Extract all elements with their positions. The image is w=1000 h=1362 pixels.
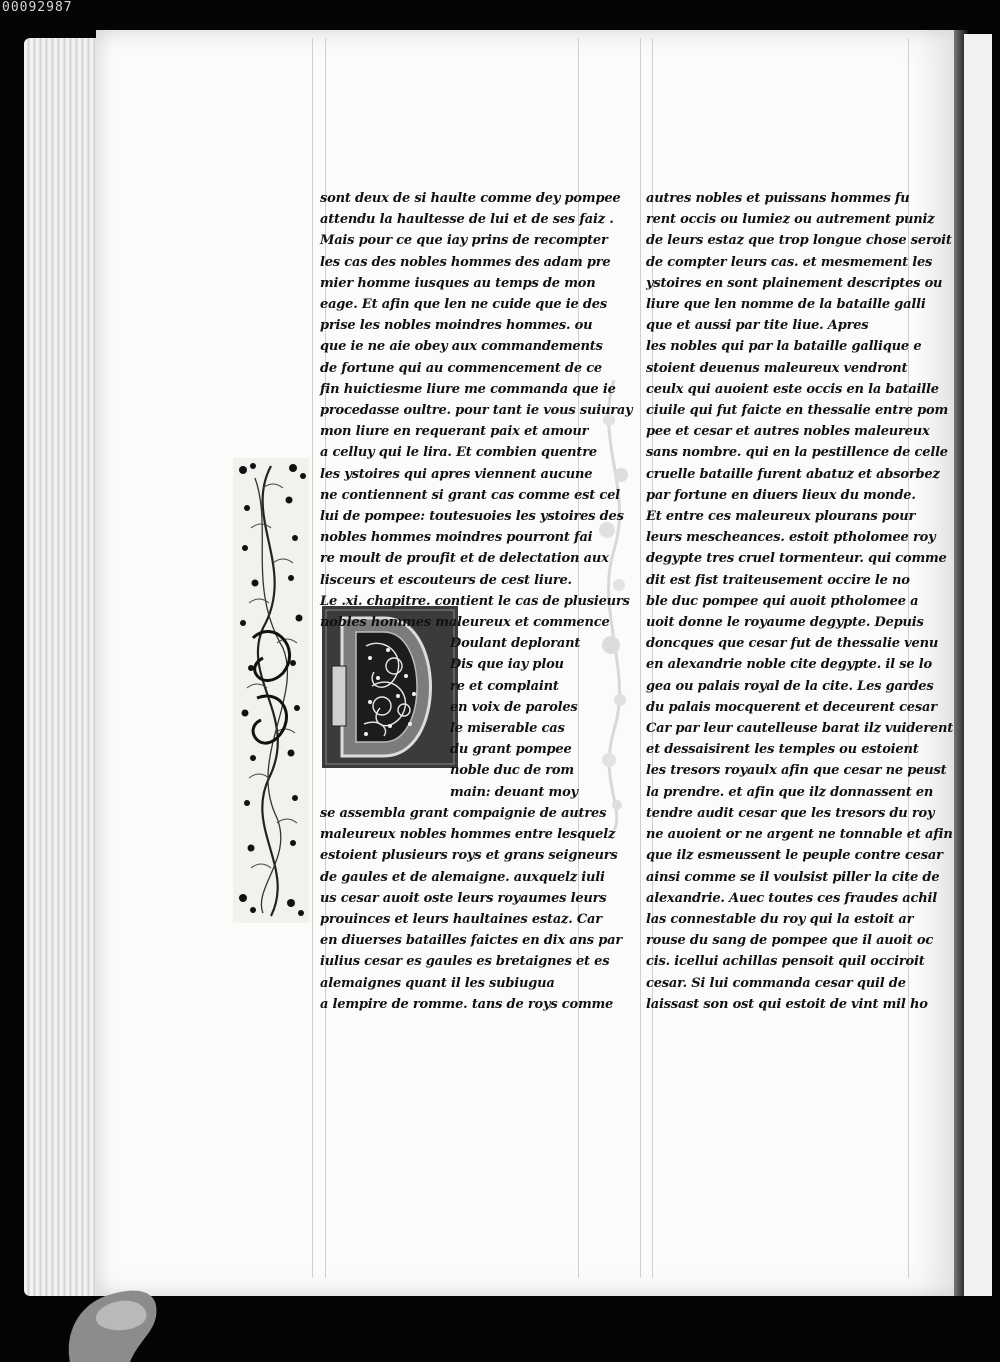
text-line: pee et cesar et autres nobles maleureux	[646, 424, 930, 440]
text-line: a lempire de romme. tans de roys comme	[320, 996, 614, 1012]
text-line: en voix de paroles	[450, 699, 578, 715]
text-line: lui de pompee: toutesuoies les ystoires des	[320, 509, 624, 525]
text-line: procedasse oultre. pour tant ie vous suiuray	[320, 403, 633, 419]
text-line: du grant pompee	[450, 742, 572, 758]
holding-thumb	[60, 1272, 220, 1362]
text-line: laissast son ost qui estoit de vint mil ho	[646, 996, 928, 1012]
text-line: cis. icellui achillas pensoit quil occiroit	[646, 954, 925, 970]
text-line: doncques que cesar fut de thessalie venu	[646, 636, 939, 652]
text-line: Et entre ces maleureux plourans pour	[646, 509, 916, 525]
text-line: ble duc pompee qui auoit ptholomee a	[646, 593, 919, 609]
text-line: maleureux nobles hommes entre lesquelz	[320, 827, 616, 843]
text-line: ainsi comme se il voulsist piller la cite de	[646, 869, 940, 885]
text-line: Doulant deplorant	[450, 636, 581, 652]
text-line: que ilz esmeussent le peuple contre cesar	[646, 848, 943, 864]
text-line: ne contiennent si grant cas comme est cel	[320, 487, 620, 503]
text-line: gea ou palais royal de la cite. Les gardes	[646, 678, 934, 694]
text-line: attendu la haultesse de lui et de ses faiz .	[320, 212, 614, 228]
text-line: sont deux de si haulte comme dey pompee	[320, 191, 621, 206]
left-text-column	[320, 188, 632, 1015]
text-line: par fortune en diuers lieux du monde.	[646, 487, 916, 503]
text-line: prise les nobles moindres hommes. ou	[320, 318, 593, 334]
text-line: les nobles qui par la bataille gallique e	[646, 339, 922, 355]
text-line: alemaignes quant il les subiugua	[320, 975, 555, 991]
text-line: tendre audit cesar que les tresors du roy	[646, 805, 935, 821]
text-line: en alexandrie noble cite degypte. il se lo	[646, 657, 932, 673]
text-line: re et complaint	[450, 678, 559, 694]
text-line: sans nombre. qui en la pestillence de celle	[646, 445, 948, 461]
text-line: re moult de proufit et de delectation aux	[320, 551, 609, 567]
text-line: en diuerses batailles faictes en dix ans par	[320, 933, 622, 949]
chapter-rubric: Le .xi. chapitre. contient le cas de plusieurs	[320, 593, 630, 609]
text-line: autres nobles et puissans hommes fu	[646, 191, 910, 206]
text-line: rent occis ou lumiez ou autrement puniz	[646, 212, 935, 228]
text-line: main: deuant moy	[450, 784, 578, 800]
floral-border-decoration	[233, 458, 309, 923]
text-line: alexandrie. Auec toutes ces fraudes achil	[646, 890, 937, 906]
text-line: et dessaisirent les temples ou estoient	[646, 742, 919, 758]
text-line: estoient plusieurs roys et grans seigneurs	[320, 848, 618, 864]
text-line: de leurs estaz que trop longue chose seroit	[646, 233, 952, 249]
right-text-column	[646, 188, 953, 1015]
ruling-line	[312, 38, 313, 1278]
text-line: fin huictiesme liure me commanda que ie	[320, 381, 616, 397]
text-line: que et aussi par tite liue. Apres	[646, 318, 869, 334]
text-line: dit est fist traiteusement occire le no	[646, 572, 910, 588]
text-line: ystoires en sont plainement descriptes ou	[646, 275, 943, 291]
text-line: du palais mocquerent et deceurent cesar	[646, 699, 937, 715]
text-line: lisceurs et escouteurs de cest liure.	[320, 572, 572, 588]
text-line: us cesar auoit oste leurs royaumes leurs	[320, 890, 607, 906]
text-line: de gaules et de alemaigne. auxquelz iuli	[320, 869, 605, 885]
text-line: nobles hommes moindres pourront fai	[320, 530, 593, 546]
text-line: ne auoient or ne argent ne tonnable et afin	[646, 827, 953, 843]
text-line: rouse du sang de pompee que il auoit oc	[646, 933, 934, 949]
text-line: Car par leur cautelleuse barat ilz vuiderent	[646, 721, 954, 737]
text-line: de fortune qui au commencement de ce	[320, 360, 602, 376]
text-line: se assembla grant compaignie de autres	[320, 805, 607, 821]
text-line: cruelle bataille furent abatuz et absorbez	[646, 466, 940, 482]
text-line: ceulx qui auoient este occis en la bataille	[646, 381, 939, 397]
text-line: uoit donne le royaume degypte. Depuis	[646, 615, 924, 631]
text-line: degypte tres cruel tormenteur. qui comme	[646, 551, 947, 567]
text-line: Mais pour ce que iay prins de recompter	[320, 233, 608, 249]
text-line: stoient deuenus maleureux vendront	[646, 360, 908, 376]
text-line: les tresors royaulx afin que cesar ne peust	[646, 763, 947, 779]
text-line: mon liure en requerant paix et amour	[320, 424, 589, 440]
text-line: que ie ne aie obey aux commandements	[320, 339, 603, 355]
chapter-rubric: nobles hommes maleureux et commence	[320, 615, 610, 631]
text-line: leurs mescheances. estoit ptholomee roy	[646, 530, 936, 546]
text-line: les cas des nobles hommes des adam pre	[320, 254, 611, 270]
text-line: liure que len nomme de la bataille galli	[646, 297, 926, 313]
text-line: Dis que iay plou	[450, 657, 564, 673]
text-line: iulius cesar es gaules es bretaignes et es	[320, 954, 610, 970]
text-line: noble duc de rom	[450, 763, 574, 779]
text-line: de compter leurs cas. et mesmement les	[646, 254, 933, 270]
text-line: las connestable du roy qui la estoit ar	[646, 911, 914, 927]
text-line: le miserable cas	[450, 721, 565, 737]
frame-label: 00092987	[2, 0, 73, 15]
text-line: mier homme iusques au temps de mon	[320, 275, 596, 291]
text-line: prouinces et leurs haultaines estaz. Car	[320, 911, 602, 927]
text-line: les ystoires qui apres viennent aucune	[320, 466, 593, 482]
book-fore-edge	[24, 38, 98, 1296]
facing-page-edge	[964, 34, 992, 1296]
text-line: la prendre. et afin que ilz donnassent en	[646, 784, 934, 800]
text-line: a celluy qui le lira. Et combien quentre	[320, 445, 597, 461]
text-line: eage. Et afin que len ne cuide que ie des	[320, 297, 607, 313]
text-line: ciuile qui fut faicte en thessalie entre pom	[646, 403, 949, 419]
text-line: cesar. Si lui commanda cesar quil de	[646, 975, 906, 991]
